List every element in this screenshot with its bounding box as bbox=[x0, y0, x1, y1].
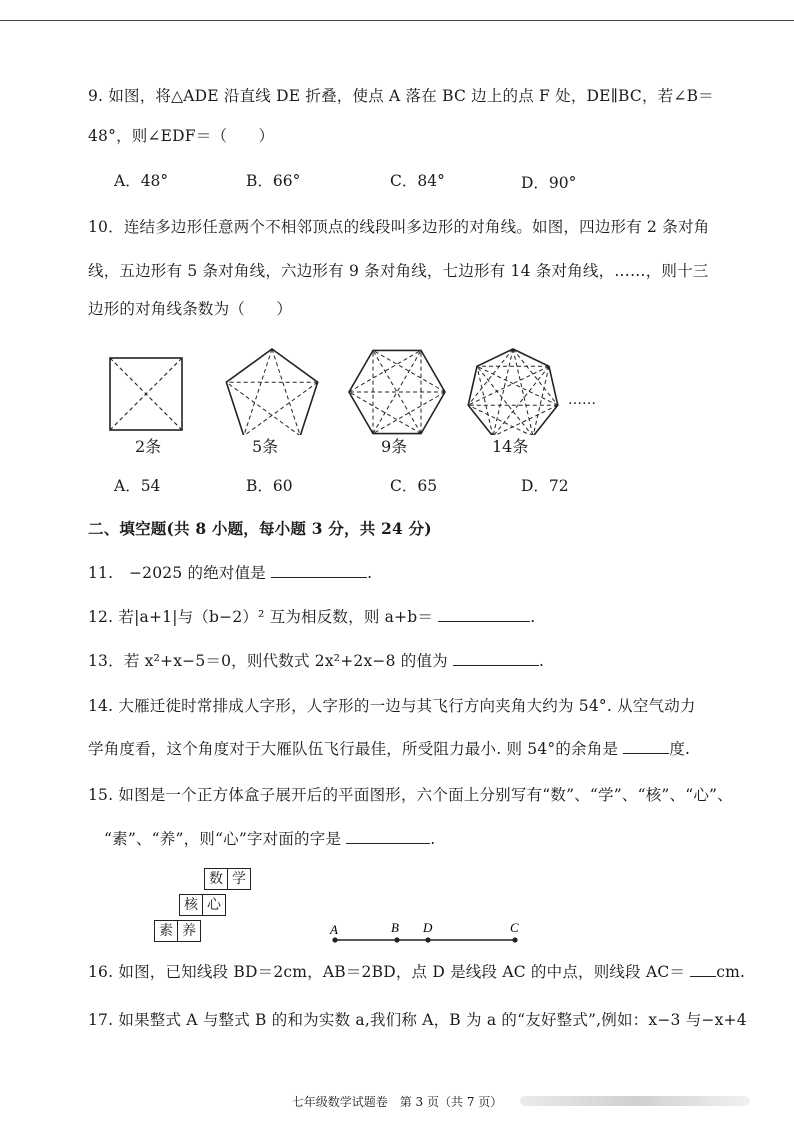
heptagon-diagonal bbox=[477, 366, 558, 405]
pentagon-diagonal bbox=[244, 382, 318, 435]
pentagon-figure bbox=[226, 349, 317, 435]
q9-line2: 48°，则∠EDF＝（ ） bbox=[88, 127, 275, 145]
heptagon-diagonal bbox=[468, 366, 549, 405]
heptagon-diagonal bbox=[468, 405, 533, 435]
q14-line2 bbox=[88, 739, 690, 759]
q11-line bbox=[88, 563, 372, 583]
q10-option-c: C．65 bbox=[390, 477, 438, 495]
q14-end: 度. bbox=[669, 740, 691, 758]
quadrilateral-figure bbox=[110, 358, 182, 430]
net-cell-he: 核 bbox=[179, 894, 203, 916]
q12-end: . bbox=[530, 608, 536, 626]
label-b: B bbox=[391, 920, 399, 935]
q15-line1: 15. 如图是一个正方体盒子展开后的平面图形，六个面上分别写有“数”、“学”、“核”、“心”、 bbox=[88, 786, 733, 804]
heptagon-figure bbox=[468, 349, 558, 435]
q15-text: “素”、“养”，则“心”字对面的字是 bbox=[104, 830, 342, 848]
heptagon-outline bbox=[468, 349, 558, 435]
q13-text: 13．若 x²+x−5＝0，则代数式 2x²+2x−8 的值为 bbox=[88, 652, 448, 670]
label-pentagon: 5条 bbox=[252, 437, 279, 456]
point-a bbox=[332, 937, 337, 942]
q14-text: 学角度看，这个角度对于大雁队伍飞行最佳，所受阻力最小. 则 54°的余角是 bbox=[88, 740, 619, 758]
net-cell-yang: 养 bbox=[177, 920, 201, 942]
top-border bbox=[0, 20, 794, 21]
q11-answer-blank[interactable] bbox=[271, 563, 367, 578]
point-c bbox=[512, 937, 517, 942]
net-cell-xin: 心 bbox=[202, 894, 226, 916]
q13-end: . bbox=[539, 652, 545, 670]
q14-answer-blank[interactable] bbox=[623, 739, 669, 754]
q11-text: 11. −2025 的绝对值是 bbox=[88, 564, 267, 582]
section2-title: 二、填空题(共 8 小题，每小题 3 分，共 24 分) bbox=[88, 519, 432, 538]
q10-option-a: A．54 bbox=[114, 477, 161, 495]
polygon-ellipsis: …… bbox=[568, 392, 596, 408]
q16-end: cm. bbox=[716, 963, 746, 981]
q12-text: 12. 若|a+1|与（b−2）² 互为相反数，则 a+b＝ bbox=[88, 608, 434, 626]
heptagon-diagonal bbox=[493, 405, 558, 435]
pentagon-diagonal bbox=[244, 349, 272, 435]
label-d: D bbox=[423, 920, 433, 935]
net-cell-shu: 数 bbox=[204, 868, 228, 890]
label-heptagon: 14条 bbox=[492, 437, 529, 456]
net-cell-su: 素 bbox=[154, 920, 178, 942]
segment-figure bbox=[325, 920, 525, 950]
q16-line bbox=[88, 962, 745, 982]
hexagon-figure bbox=[349, 350, 445, 433]
q13-line bbox=[88, 651, 544, 671]
polygon-diagonals-figure bbox=[100, 345, 600, 435]
q17-line: 17. 如果整式 A 与整式 B 的和为实数 a,我们称 A，B 为 a 的“友好整式”,例如：x−3 与−x+4 bbox=[88, 1011, 747, 1029]
pentagon-diagonal bbox=[272, 349, 300, 435]
q10-option-d: D．72 bbox=[521, 477, 569, 495]
point-d bbox=[425, 937, 430, 942]
q12-answer-blank[interactable] bbox=[438, 607, 530, 622]
pentagon-diagonal bbox=[226, 382, 300, 435]
q10-line3: 边形的对角线条数为（ ） bbox=[88, 300, 293, 318]
q9-option-b: B．66° bbox=[246, 172, 301, 190]
q14-line1: 14. 大雁迁徙时常排成人字形，人字形的一边与其飞行方向夹角大约为 54°. 从空气动力 bbox=[88, 697, 696, 715]
q10-line1: 10．连结多边形任意两个不相邻顶点的线段叫多边形的对角线。如图，四边形有 2 条对角 bbox=[88, 218, 710, 236]
q16-answer-blank[interactable] bbox=[690, 962, 716, 977]
label-c: C bbox=[510, 920, 519, 935]
q9-option-c: C．84° bbox=[390, 172, 445, 190]
label-hexagon: 9条 bbox=[381, 437, 408, 456]
label-quadrilateral: 2条 bbox=[135, 437, 162, 456]
q15-answer-blank[interactable] bbox=[346, 829, 430, 844]
q11-end: . bbox=[367, 564, 373, 582]
q9-option-a: A．48° bbox=[114, 172, 169, 190]
q16-text: 16. 如图，已知线段 BD＝2cm，AB＝2BD，点 D 是线段 AC 的中点，则线段 AC＝ bbox=[88, 963, 686, 981]
page-footer: 七年级数学试题卷 第 3 页（共 7 页） bbox=[291, 1095, 503, 1109]
cube-net-figure bbox=[152, 868, 262, 944]
q9-line1: 9. 如图，将△ADE 沿直线 DE 折叠，使点 A 落在 BC 边上的点 F 处，DE∥BC，若∠B＝ bbox=[88, 87, 714, 105]
label-a: A bbox=[330, 922, 338, 937]
scan-smudge bbox=[520, 1096, 750, 1106]
q9-option-d: D．90° bbox=[521, 174, 577, 192]
point-b bbox=[394, 937, 399, 942]
net-cell-xue: 学 bbox=[227, 868, 251, 890]
q15-line2 bbox=[104, 829, 435, 849]
q13-answer-blank[interactable] bbox=[453, 651, 539, 666]
q10-line2: 线，五边形有 5 条对角线，六边形有 9 条对角线，七边形有 14 条对角线，……，则十三 bbox=[88, 262, 709, 280]
q15-end: . bbox=[430, 830, 436, 848]
q10-option-b: B．60 bbox=[246, 477, 293, 495]
q12-line bbox=[88, 607, 535, 627]
